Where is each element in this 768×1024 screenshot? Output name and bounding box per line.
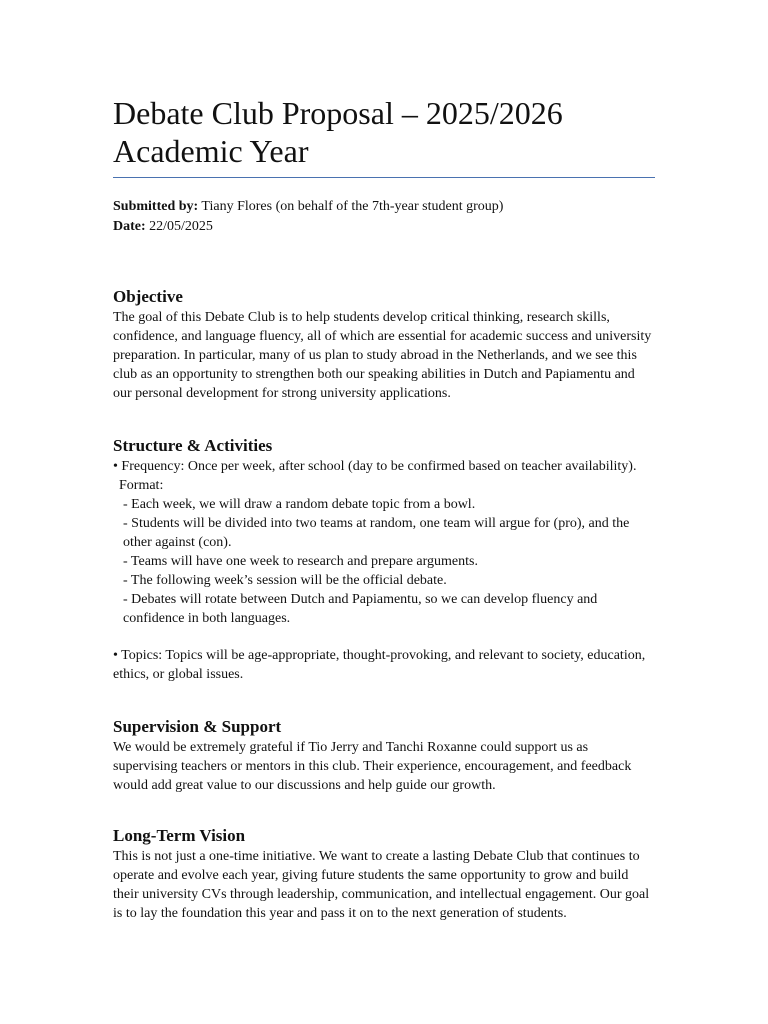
title-divider bbox=[113, 177, 655, 178]
vision-text: This is not just a one-time initiative. We want to create a lasting Debate Club that continues to operate and evolve each year, giving future students the same opportunity to grow and build their university CVs through leadership, communication, and intellectual engagement. Our goal is to lay the foundation this year and pass it on to the next generation of students. bbox=[113, 849, 650, 921]
document-meta bbox=[113, 197, 655, 236]
document-page bbox=[113, 0, 655, 923]
frequency-text: • Frequency: Once per week, after school (day to be confirmed based on teacher availability). bbox=[113, 459, 637, 474]
spacer bbox=[113, 628, 655, 646]
format-item: - Teams will have one week to research and prepare arguments. bbox=[123, 554, 478, 569]
format-item: - Debates will rotate between Dutch and Papiamentu, so we can develop fluency and confidence in both languages. bbox=[123, 592, 598, 626]
vision-heading: Long-Term Vision bbox=[113, 826, 246, 845]
objective-text: The goal of this Debate Club is to help students develop critical thinking, research skills, confidence, and language fluency, all of which are essential for academic success and university preparation. In particular, many of us plan to study abroad in the Netherlands, and we see this club as an opportunity to strengthen both our speaking abilities in Dutch and Papiamentu and our personal development for strong university applications. bbox=[113, 310, 652, 401]
document-title: Debate Club Proposal – 2025/2026 Academic Year bbox=[113, 95, 563, 169]
submitted-by-label: Submitted by: bbox=[113, 199, 199, 214]
topics-text: • Topics: Topics will be age-appropriate, thought-provoking, and relevant to society, education, ethics, or global issues. bbox=[113, 648, 646, 682]
date-line bbox=[113, 217, 655, 237]
supervision-heading: Supervision & Support bbox=[113, 717, 282, 736]
format-item: - Each week, we will draw a random debate topic from a bowl. bbox=[123, 497, 476, 512]
date-label: Date: bbox=[113, 218, 146, 234]
structure-heading: Structure & Activities bbox=[113, 436, 273, 455]
supervision-section bbox=[113, 716, 655, 795]
format-item: - The following week’s session will be the official debate. bbox=[123, 573, 447, 588]
date-value: 22/05/2025 bbox=[145, 218, 213, 234]
supervision-text: We would be extremely grateful if Tio Jerry and Tanchi Roxanne could support us as supervising teachers or mentors in this club. Their experience, encouragement, and feedback would add great value to our discussions and help guide our growth. bbox=[113, 740, 632, 793]
submitted-by-value: Tiany Flores (on behalf of the 7th-year student group) bbox=[198, 199, 504, 214]
structure-section bbox=[113, 435, 655, 684]
format-item: - Students will be divided into two teams at random, one team will argue for (pro), and the other against (con). bbox=[123, 516, 630, 550]
vision-section bbox=[113, 825, 655, 923]
objective-heading: Objective bbox=[113, 287, 183, 306]
objective-section bbox=[113, 286, 655, 403]
submitted-by-line bbox=[113, 197, 655, 217]
format-label: Format: bbox=[119, 478, 164, 493]
